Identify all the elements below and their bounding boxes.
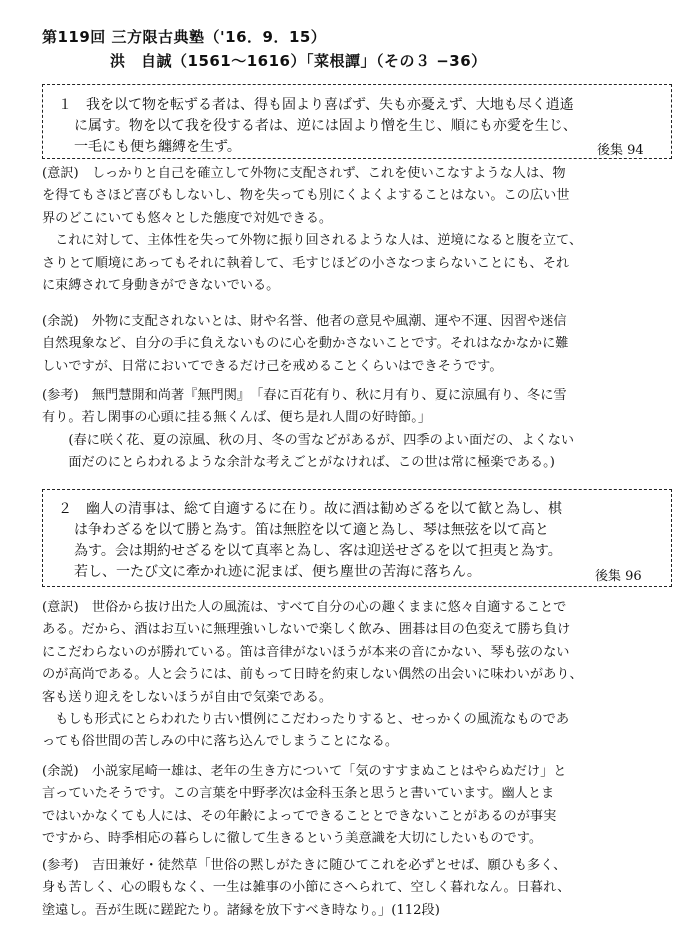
original-text-1-line: 一毛にも便ち纏縛を生ず。: [74, 139, 241, 155]
translation-1-line: に束縛されて身動きができないでいる。: [42, 277, 280, 293]
source-reference-2: 後集 96: [595, 569, 642, 584]
original-text-1-line: に属す。物を以て我を役する者は、逆には固より憎を生じ、順にも亦愛を生じ、: [74, 118, 577, 134]
commentary-2: [42, 761, 670, 851]
translation-1-line: これに対して、主体性を失って外物に振り回されるような人は、逆境になると腹を立て、: [42, 233, 583, 249]
work-title: 洪 自誠（1561〜1616）「菜根譚」（その３ −36）: [110, 52, 487, 70]
original-text-2-line: ２ 幽人の清事は、総て自適するに在り。故に酒は勧めざるを以て歓と為し、棋: [58, 501, 562, 517]
commentary-2-line: (余説) 小説家尾崎一雄は、老年の生き方について「気のすすまぬことはやらぬだけ」と: [42, 764, 567, 779]
translation-2-line: (意訳) 世俗から抜け出た人の風流は、すべて自分の心の趣くままに悠々自適することで: [42, 600, 567, 615]
original-text-2-line: は争わざるを以て勝と為す。笛は無腔を以て適と為し、琴は無弦を以て高と: [74, 522, 549, 538]
reference-1-line: (春に咲く花、夏の涼風、秋の月、冬の雪などがあるが、四季のよい面だの、よくない: [42, 432, 575, 448]
translation-2: [42, 597, 670, 754]
translation-2-line: っても俗世間の苦しみの中に落ち込んでしまうことになる。: [42, 734, 399, 750]
original-text-2-line: 若し、一たび文に牽かれ迹に泥まば、便ち塵世の苦海に落ちん。: [74, 564, 481, 580]
commentary-2-line: 言っていたそうです。この言葉を中野孝次は金科玉条と思うと書いています。幽人とま: [42, 786, 555, 802]
commentary-1-line: (余説) 外物に支配されないとは、財や名誉、他者の意見や風潮、運や不運、因習や迷信: [42, 314, 567, 329]
translation-1-line: さりとて順境にあってもそれに執着して、毛すじほどの小さなつまらないことにも、それ: [42, 255, 570, 271]
original-text-2-line: 為す。会は期約せざるを以て真率と為し、客は迎送せざるを以て担夷と為す。: [74, 543, 562, 559]
translation-2-line: ある。だから、酒はお互いに無理強いしないで楽しく飲み、囲碁は目の色変えて勝ち負け: [42, 622, 571, 638]
reference-1-line: (参考) 無門慧開和尚著『無門関』 「春に百花有り、秋に月有り、夏に涼風有り、冬に雪: [42, 388, 567, 403]
translation-2-line: もしも形式にとらわれたり古い慣例にこだわったりすると、せっかくの風流なものであ: [42, 711, 570, 727]
source-reference-1: 後集 94: [597, 143, 644, 158]
lecture-title: 第119回 三方限古典塾（'16．9．15）: [42, 28, 327, 46]
translation-1-line: 界のどこにいても悠々とした態度で対処できる。: [42, 210, 333, 226]
reference-1-line: 有り。若し閑事の心頭に挂る無くんば、便ち是れ人間の好時節。」: [42, 410, 432, 426]
reference-2-line: 塗遠し。吾が生既に蹉跎たり。諸縁を放下すべき時なり。」(112段): [42, 902, 440, 918]
translation-2-line: のが高尚である。人と会うには、前もって日時を約束しない偶然の出会いに味わいがあり、: [42, 667, 583, 683]
commentary-2-line: ではいかなくても人には、その年齢によってできることとできないことがあるのが事実: [42, 808, 557, 824]
original-text-1-line: １ 我を以て物を転ずる者は、得も固より喜ばず、失も亦憂えず、大地も尽く逍遙: [58, 97, 574, 113]
reference-2-line: (参考) 吉田兼好・徒然草「世俗の黙しがたきに随ひてこれを必ずとせば、願ひも多く、: [42, 858, 567, 873]
translation-2-line: 客も送り迎えをしないほうが自由で気楽である。: [42, 689, 333, 705]
translation-1-line: を得てもさほど喜びもしないし、物を失っても別にくよくよすることはない。この広い世: [42, 188, 570, 204]
translation-1-line: (意訳) しっかりと自己を確立して外物に支配されず、これを使いこなすような人は、物: [42, 166, 566, 181]
translation-1: [42, 163, 670, 297]
commentary-1: [42, 311, 670, 378]
reference-2-line: 身も苦しく、心の暇もなく、一生は雑事の小節にさへられて、空しく暮れなん。日暮れ、: [42, 880, 571, 896]
reference-1: [42, 385, 670, 475]
commentary-1-line: 自然現象など、自分の手に負えないものに心を動かさないことです。それはなかなかに難: [42, 336, 569, 352]
commentary-2-line: ですから、時季相応の暮らしに徹して生きるという美意識を大切にしたいものです。: [42, 831, 543, 847]
reference-1-line: 面だのにとらわれるような余計な考えごとがなければ、この世は常に極楽である。): [42, 455, 555, 471]
commentary-1-line: しいですが、日常においてできるだけ己を戒めることくらいはできそうです。: [42, 358, 503, 374]
translation-2-line: にこだわらないのが勝れている。笛は音律がないほうが本来の音にかない、琴も弦のない: [42, 644, 570, 660]
reference-2: [42, 855, 670, 922]
